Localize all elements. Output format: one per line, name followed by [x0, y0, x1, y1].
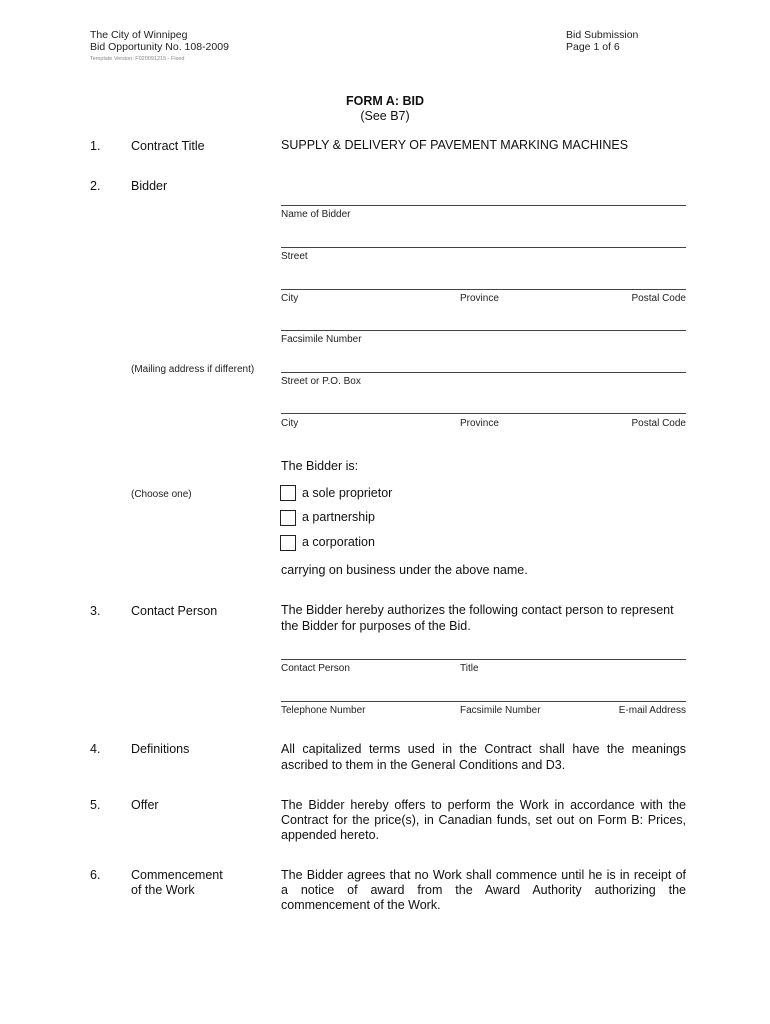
carrying-on-business-text: carrying on business under the above name.: [281, 563, 528, 577]
choose-one-note: (Choose one): [131, 489, 192, 500]
mailing-province-label: Province: [460, 418, 499, 429]
mailing-city-label: City: [281, 418, 299, 429]
header-bid-submission: Bid Submission: [566, 29, 639, 41]
form-subtitle: (See B7): [360, 109, 410, 123]
city-province-postal-line[interactable]: [281, 289, 686, 290]
mailing-city-province-postal-line[interactable]: [281, 413, 686, 414]
postal-code-label: Postal Code: [631, 293, 686, 304]
contact-person-field-label: Contact Person: [281, 663, 350, 674]
email-field-label: E-mail Address: [618, 705, 686, 716]
city-label: City: [281, 293, 299, 304]
section-6-number: 6.: [90, 868, 101, 882]
street-po-box-line[interactable]: [281, 372, 686, 373]
contact-person-text-line1: The Bidder hereby authorizes the following contact person to represent: [281, 603, 674, 617]
contract-title-value: SUPPLY & DELIVERY OF PAVEMENT MARKING MACHINES: [281, 138, 629, 152]
form-title: FORM A: BID: [346, 94, 424, 108]
corporation-checkbox[interactable]: [280, 535, 296, 551]
mailing-address-note: (Mailing address if different): [131, 364, 255, 375]
section-6-label-line2: of the Work: [131, 883, 195, 897]
section-4-number: 4.: [90, 742, 101, 756]
commencement-text-line1: The Bidder agrees that no Work shall commence until he is in receipt of: [281, 868, 686, 882]
definitions-text-line2: ascribed to them in the General Conditions and D3.: [281, 758, 566, 772]
province-label: Province: [460, 293, 499, 304]
header-template-note: Template Version: F020091215 - Fixed: [90, 56, 185, 62]
section-5-label: Offer: [131, 798, 159, 812]
section-4-label: Definitions: [131, 742, 190, 756]
bidder-is-heading: The Bidder is:: [281, 459, 359, 473]
sole-proprietor-label: a sole proprietor: [302, 486, 393, 500]
sole-proprietor-checkbox[interactable]: [280, 485, 296, 501]
section-3-label: Contact Person: [131, 604, 218, 618]
facsimile-label: Facsimile Number: [281, 334, 362, 345]
partnership-checkbox[interactable]: [280, 510, 296, 526]
section-6-label-line1: Commencement: [131, 868, 223, 882]
section-1-number: 1.: [90, 139, 101, 153]
name-of-bidder-label: Name of Bidder: [281, 209, 351, 220]
offer-text-line1: The Bidder hereby offers to perform the Work in accordance with the: [281, 798, 686, 812]
commencement-text-line3: commencement of the Work.: [281, 898, 441, 912]
header-bid-opportunity: Bid Opportunity No. 108-2009: [90, 41, 229, 53]
facsimile-line[interactable]: [281, 330, 686, 331]
section-2-label: Bidder: [131, 179, 168, 193]
contact-facsimile-field-label: Facsimile Number: [460, 705, 541, 716]
telephone-field-label: Telephone Number: [281, 705, 366, 716]
header-city: The City of Winnipeg: [90, 29, 188, 41]
title-field-label: Title: [460, 663, 479, 674]
offer-text-line2: Contract for the price(s), in Canadian funds, set out on Form B: Prices,: [281, 813, 686, 827]
header-page-number: Page 1 of 6: [566, 41, 620, 53]
section-3-number: 3.: [90, 604, 101, 618]
street-po-box-label: Street or P.O. Box: [281, 376, 361, 387]
contact-person-line[interactable]: [281, 659, 686, 660]
commencement-text-line2: a notice of award from the Award Authority authorizing the: [281, 883, 686, 897]
name-of-bidder-line[interactable]: [281, 205, 686, 206]
mailing-postal-code-label: Postal Code: [631, 418, 686, 429]
section-5-number: 5.: [90, 798, 101, 812]
street-line[interactable]: [281, 247, 686, 248]
telephone-fax-email-line[interactable]: [281, 701, 686, 702]
street-label: Street: [281, 251, 308, 262]
section-1-label: Contract Title: [131, 139, 205, 153]
definitions-text-line1: All capitalized terms used in the Contract shall have the meanings: [281, 742, 686, 756]
offer-text-line3: appended hereto.: [281, 828, 380, 842]
partnership-label: a partnership: [302, 510, 375, 524]
corporation-label: a corporation: [302, 535, 375, 549]
section-2-number: 2.: [90, 179, 101, 193]
contact-person-text-line2: the Bidder for purposes of the Bid.: [281, 619, 471, 633]
